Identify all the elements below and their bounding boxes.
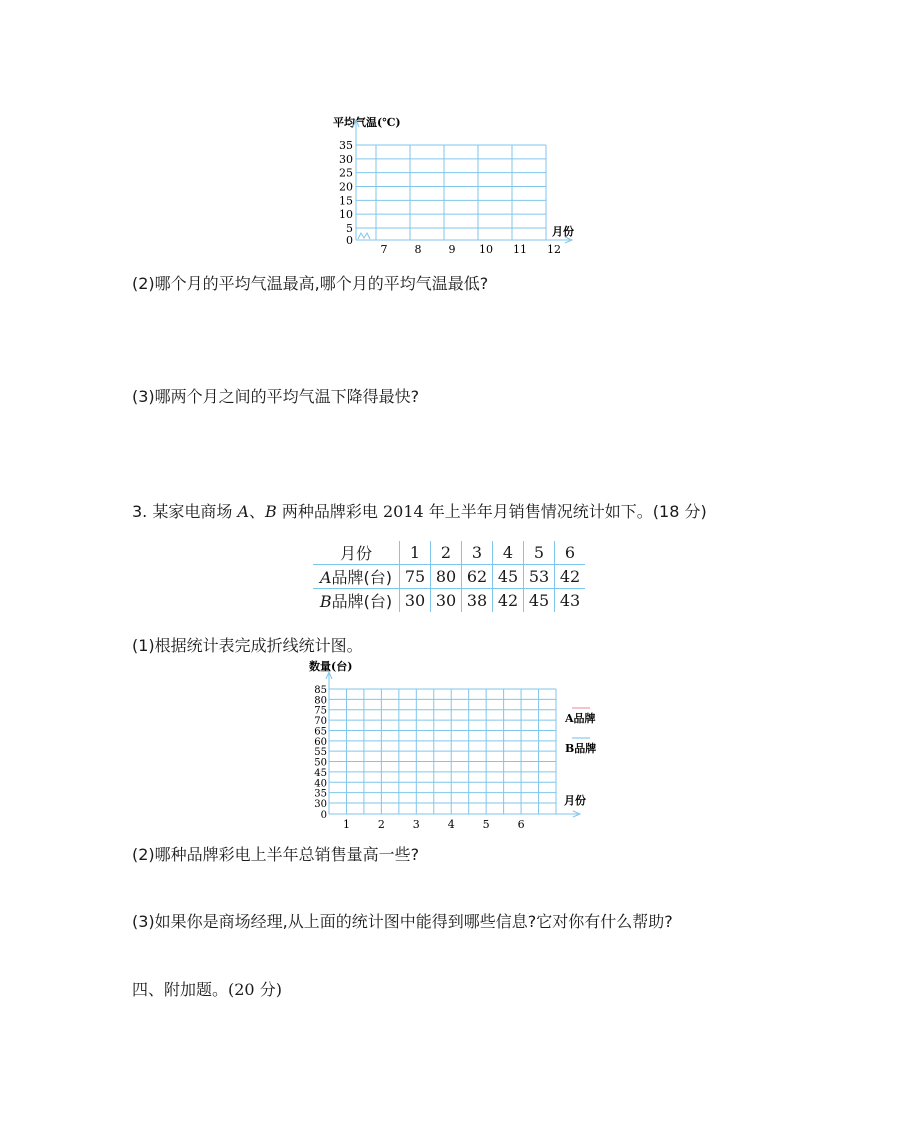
chart2-x-tick-label: 2 <box>377 818 385 831</box>
chart2-x-tick-label: 4 <box>447 818 455 831</box>
chart1-y-tick-label: 15 <box>339 194 353 208</box>
problem-3-suffix: 年上半年月销售情况统计如下。 <box>423 502 653 521</box>
table-cell: 53 <box>524 565 555 589</box>
chart1-y-tick-label: 25 <box>339 166 353 180</box>
chart2-y-tick-label: 45 <box>314 767 327 779</box>
legend-a-label: A品牌 <box>565 712 596 725</box>
sales-table <box>313 541 585 612</box>
problem-3-statement <box>132 499 707 522</box>
chart2-x-axis <box>329 811 580 817</box>
table-cell: 45 <box>524 589 555 613</box>
table-cell: 43 <box>555 589 586 613</box>
sales-chart <box>300 656 620 834</box>
table-cell: 75 <box>400 565 431 589</box>
chart1-x-tick-label: 10 <box>479 243 493 256</box>
sub-question-2: (2)哪种品牌彩电上半年总销售量高一些? <box>132 845 420 864</box>
table-month-cell: 5 <box>524 541 555 565</box>
table-cell: 80 <box>431 565 462 589</box>
chart2-y-tick-label: 75 <box>314 705 327 717</box>
table-month-cell: 3 <box>462 541 493 565</box>
chart1-y-tick-label: 35 <box>339 139 353 152</box>
table-cell: 45 <box>493 565 524 589</box>
chart2-x-tick-label: 5 <box>482 818 490 831</box>
chart2-y-tick-label: 85 <box>314 685 327 696</box>
chart2-grid <box>326 672 580 817</box>
chart1-x-ticks <box>381 243 562 256</box>
chart2-y-tick-label: 50 <box>314 757 327 769</box>
chart1-x-tick-label: 12 <box>547 243 561 256</box>
problem-3-score: (18 分) <box>652 502 707 521</box>
problem-3-year: 2014 <box>382 502 424 521</box>
table-month-cell: 2 <box>431 541 462 565</box>
chart2-y-tick-label: 35 <box>314 788 327 800</box>
chart2-x-tick-label: 1 <box>342 818 350 831</box>
table-month-cell: 6 <box>555 541 586 565</box>
table-month-cell: 4 <box>493 541 524 565</box>
chart1-xlabel: 月份 <box>552 225 574 238</box>
chart2-y-tick-label: 40 <box>314 778 327 790</box>
table-row-header: A品牌(台) <box>313 565 400 589</box>
sub-question-1: (1)根据统计表完成折线统计图。 <box>132 636 363 655</box>
table-cell: 30 <box>400 589 431 613</box>
chart2-xlabel: 月份 <box>564 794 586 807</box>
chart1-x-tick-label: 9 <box>448 243 456 256</box>
chart1-x-axis <box>356 237 572 243</box>
chart1-y-ticks <box>339 139 353 247</box>
chart2-ylabel: 数量(台) <box>309 660 353 673</box>
temperature-chart <box>320 110 590 260</box>
chart1-axis-break <box>358 233 370 239</box>
chart1-grid <box>353 120 572 243</box>
question-3: (3)哪两个月之间的平均气温下降得最快? <box>132 387 420 406</box>
chart2-x-tick-label: 6 <box>517 818 525 831</box>
table-row-header: B品牌(台) <box>313 589 400 613</box>
chart2-y-tick-label: 60 <box>314 736 327 748</box>
section-4-heading: 四、附加题。(20 分) <box>132 980 282 999</box>
chart1-y-tick-label: 30 <box>339 152 353 166</box>
problem-3-prefix: 3. 某家电商场 <box>132 502 238 521</box>
table-cell: 42 <box>493 589 524 613</box>
problem-3-middle: 两种品牌彩电 <box>276 502 383 521</box>
sub-question-3: (3)如果你是商场经理,从上面的统计图中能得到哪些信息?它对你有什么帮助? <box>132 912 673 931</box>
chart2-y-tick-label: 55 <box>314 747 327 759</box>
brand-a-letter: A <box>237 502 250 521</box>
chart2-y-tick-label: 65 <box>314 726 327 738</box>
table-cell: 38 <box>462 589 493 613</box>
chart1-ylabel: 平均气温(℃) <box>333 116 401 129</box>
chart1-y-tick-label: 5 <box>346 222 353 235</box>
table-row <box>313 589 585 613</box>
table-row <box>313 565 585 589</box>
chart1-y-tick-label: 10 <box>339 208 353 222</box>
legend-b-label: B品牌 <box>565 742 597 755</box>
table-header-label: 月份 <box>313 541 400 565</box>
table-cell: 30 <box>431 589 462 613</box>
brand-b-letter: B <box>265 502 277 521</box>
chart1-y-tick-label: 0 <box>346 234 353 247</box>
chart1-y-tick-label: 20 <box>339 180 353 194</box>
chart2-y-tick-label: 30 <box>314 799 327 810</box>
chart2-x-ticks <box>343 818 525 831</box>
chart2-legend <box>564 708 596 755</box>
chart2-y-tick-label: 70 <box>314 716 327 728</box>
chart2-y-tick-label: 80 <box>314 695 327 707</box>
chart1-x-tick-label: 8 <box>414 243 422 256</box>
chart1-x-tick-label: 7 <box>380 243 388 256</box>
table-cell: 42 <box>555 565 586 589</box>
chart2-y-tick-label: 0 <box>320 810 327 821</box>
chart1-x-tick-label: 11 <box>513 243 527 256</box>
chart2-y-ticks <box>314 685 327 821</box>
table-cell: 62 <box>462 565 493 589</box>
table-month-cell: 1 <box>400 541 431 565</box>
problem-3-sep: 、 <box>249 502 266 521</box>
chart2-x-tick-label: 3 <box>412 818 420 831</box>
question-2: (2)哪个月的平均气温最高,哪个月的平均气温最低? <box>132 274 489 293</box>
table-header-row <box>313 541 585 565</box>
